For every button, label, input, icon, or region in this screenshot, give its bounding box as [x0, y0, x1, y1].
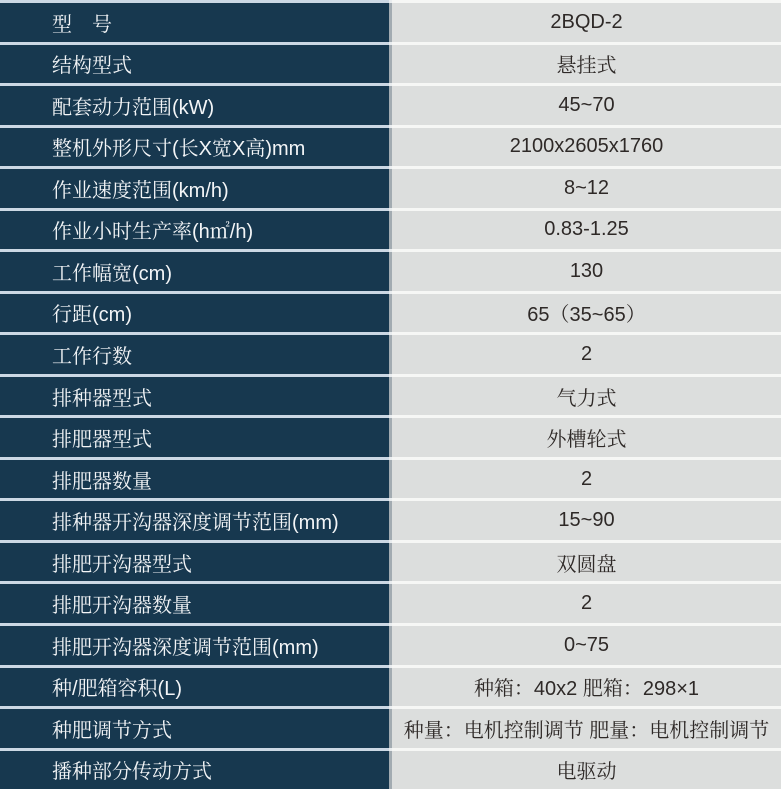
table-row [0, 0, 781, 42]
table-row [0, 498, 781, 540]
spec-label: 作业速度范围(km/h) [0, 166, 389, 208]
table-row [0, 748, 781, 789]
spec-label: 排肥开沟器数量 [0, 581, 389, 623]
spec-value: 0.83-1.25 [392, 208, 781, 250]
spec-value: 2BQD-2 [392, 0, 781, 42]
spec-label: 排肥器数量 [0, 457, 389, 499]
spec-value: 种量：电机控制调节 肥量：电机控制调节 [392, 706, 781, 748]
table-row [0, 581, 781, 623]
spec-label: 种/肥箱容积(L) [0, 665, 389, 707]
spec-value: 130 [392, 249, 781, 291]
spec-label: 工作行数 [0, 332, 389, 374]
spec-value: 电驱动 [392, 748, 781, 789]
spec-value: 双圆盘 [392, 540, 781, 582]
table-row [0, 540, 781, 582]
spec-value: 2 [392, 457, 781, 499]
spec-label: 结构型式 [0, 42, 389, 84]
spec-value: 悬挂式 [392, 42, 781, 84]
spec-value: 8~12 [392, 166, 781, 208]
spec-value: 2 [392, 581, 781, 623]
table-row [0, 415, 781, 457]
table-row [0, 249, 781, 291]
spec-value: 2 [392, 332, 781, 374]
spec-value: 0~75 [392, 623, 781, 665]
spec-label: 行距(cm) [0, 291, 389, 333]
spec-label: 配套动力范围(kW) [0, 83, 389, 125]
spec-label: 整机外形尺寸(长X宽X高)mm [0, 125, 389, 167]
spec-value: 2100x2605x1760 [392, 125, 781, 167]
spec-label: 排种器开沟器深度调节范围(mm) [0, 498, 389, 540]
table-row [0, 332, 781, 374]
spec-value: 外槽轮式 [392, 415, 781, 457]
table-row [0, 166, 781, 208]
table-row [0, 291, 781, 333]
table-row [0, 457, 781, 499]
spec-value: 种箱：40x2 肥箱：298×1 [392, 665, 781, 707]
spec-label: 作业小时生产率(h㎡/h) [0, 208, 389, 250]
spec-value: 65（35~65） [392, 291, 781, 333]
table-row [0, 623, 781, 665]
spec-value: 45~70 [392, 83, 781, 125]
table-row [0, 125, 781, 167]
spec-value: 气力式 [392, 374, 781, 416]
spec-label: 型 号 [0, 0, 389, 42]
table-row [0, 706, 781, 748]
spec-label: 排肥器型式 [0, 415, 389, 457]
spec-label: 工作幅宽(cm) [0, 249, 389, 291]
spec-label: 播种部分传动方式 [0, 748, 389, 789]
table-row [0, 208, 781, 250]
spec-label: 种肥调节方式 [0, 706, 389, 748]
table-row [0, 374, 781, 416]
spec-label: 排种器型式 [0, 374, 389, 416]
spec-value: 15~90 [392, 498, 781, 540]
table-row [0, 83, 781, 125]
spec-label: 排肥开沟器型式 [0, 540, 389, 582]
table-row [0, 42, 781, 84]
table-row [0, 665, 781, 707]
spec-label: 排肥开沟器深度调节范围(mm) [0, 623, 389, 665]
